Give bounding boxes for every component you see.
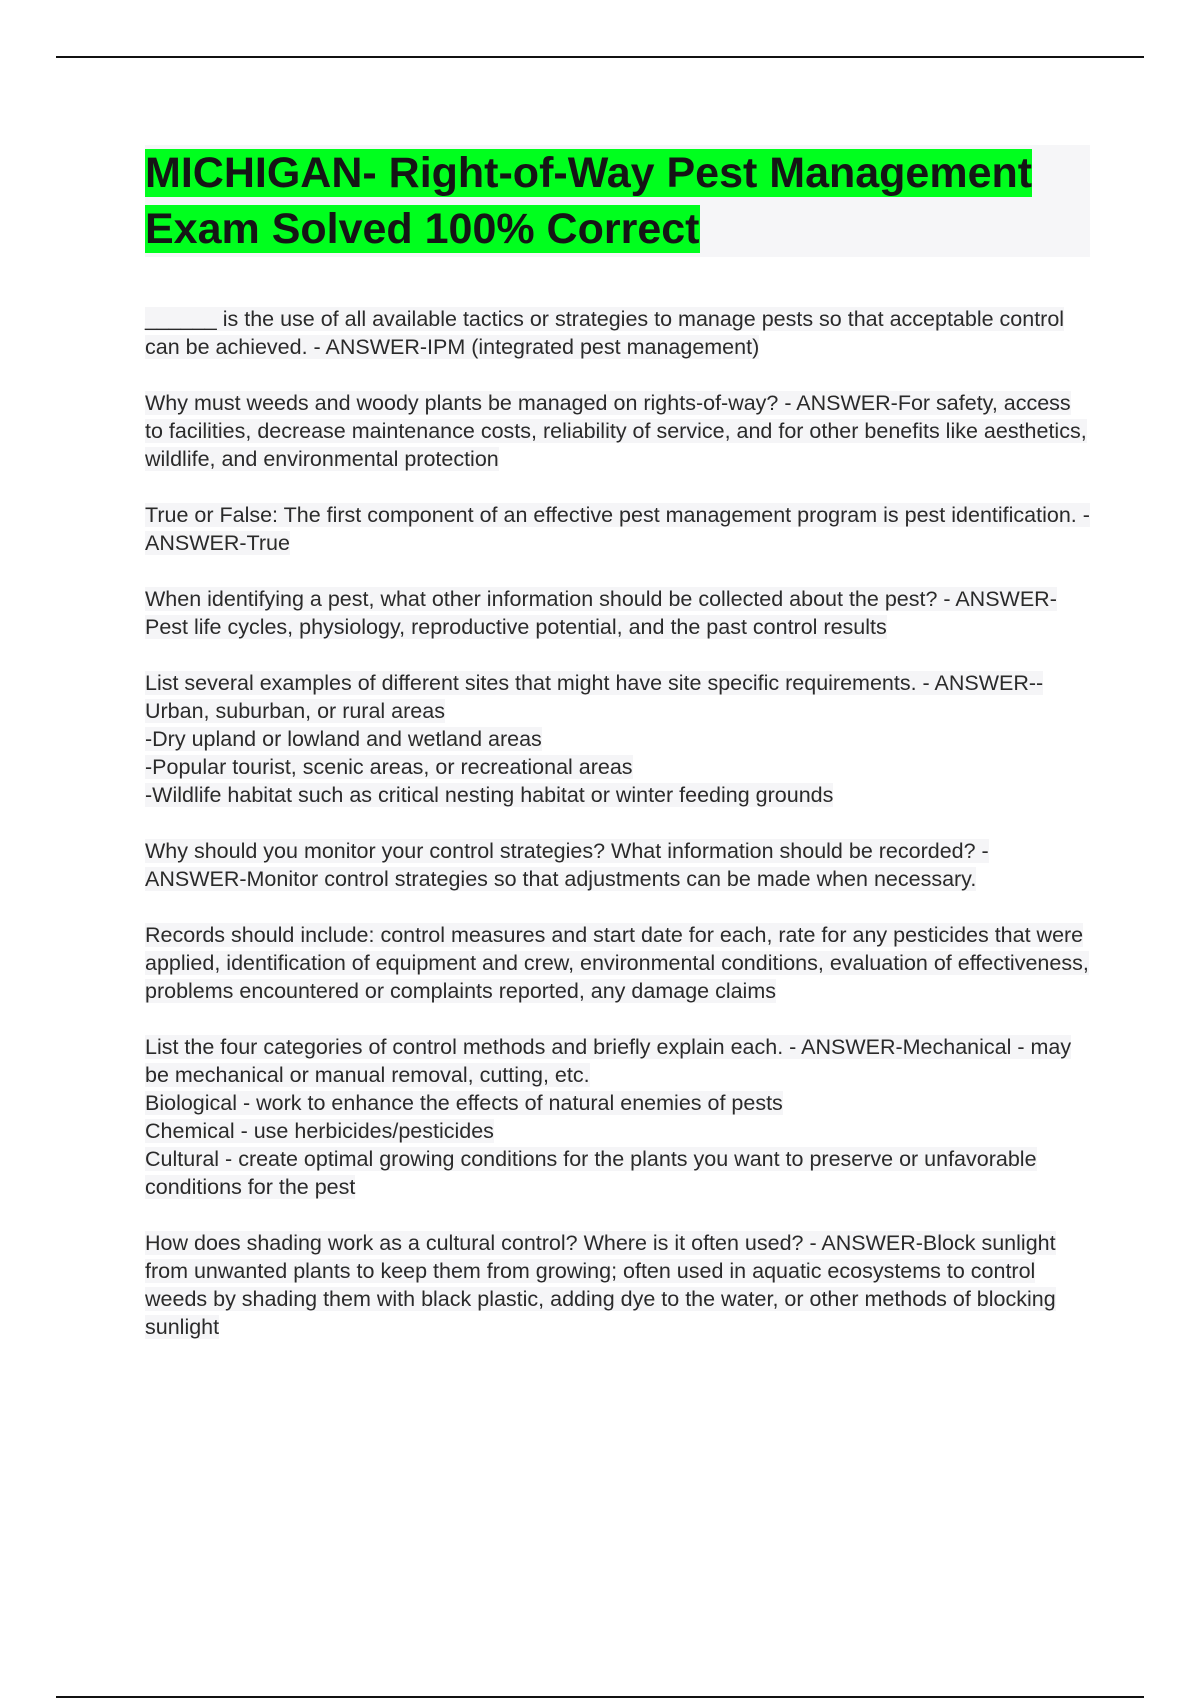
bottom-rule bbox=[56, 1696, 1144, 1698]
qa-entry-3-text: True or False: The first component of an effective pest management program is pest identification. - ANSWER-True bbox=[145, 503, 1090, 555]
qa-entry-9 bbox=[145, 1229, 1090, 1341]
qa-entry-5 bbox=[145, 669, 1090, 809]
qa-entry-6-text: Why should you monitor your control strategies? What information should be recorded? - ANSWER-Monitor control strategies so that adjustments can be made when necessary. bbox=[145, 839, 989, 891]
qa-entry-6 bbox=[145, 837, 1090, 893]
qa-entry-2-text: Why must weeds and woody plants be managed on rights-of-way? - ANSWER-For safety, access to facilities, decrease maintenance costs, reliability of service, and for other benefits like aesthetics, wildlife, and environmental protection bbox=[145, 391, 1087, 471]
qa-entry-7 bbox=[145, 921, 1090, 1005]
qa-entry-4 bbox=[145, 585, 1090, 641]
qa-entry-1-text: ______ is the use of all available tactics or strategies to manage pests so that acceptable control can be achieved. - ANSWER-IPM (integrated pest management) bbox=[145, 307, 1065, 359]
qa-entry-5-text: List several examples of different sites that might have site specific requirements. - ANSWER--Urban, suburban, or rural areas -Dry upland or lowland and wetland areas -Popular tourist, scenic areas, or recreational areas -Wildlife habitat such as critical nesting habitat or winter feeding grounds bbox=[145, 671, 1044, 807]
top-rule bbox=[56, 56, 1144, 58]
qa-entry-8-text: List the four categories of control methods and briefly explain each. - ANSWER-Mechanical - may be mechanical or manual removal, cutting, etc. Biological - work to enhance the effects of natural enemies of pests Chemical - use herbicides/pesticides Cultural - create optimal growing conditions for the plants you want to preserve or unfavorable conditions for the pest bbox=[145, 1035, 1072, 1199]
qa-entry-1 bbox=[145, 305, 1090, 361]
qa-entry-7-text: Records should include: control measures and start date for each, rate for any pesticides that were applied, identification of equipment and crew, environmental conditions, evaluation of effectiveness, problems encountered or complaints reported, any damage claims bbox=[145, 923, 1089, 1003]
qa-entry-4-text: When identifying a pest, what other information should be collected about the pest? - ANSWER-Pest life cycles, physiology, reproductive potential, and the past control results bbox=[145, 587, 1057, 639]
document-body bbox=[145, 145, 1090, 1369]
document-title bbox=[145, 145, 1090, 257]
document-title-text: MICHIGAN- Right-of-Way Pest Management Exam Solved 100% Correct bbox=[145, 149, 1033, 253]
qa-entry-2 bbox=[145, 389, 1090, 473]
qa-entry-9-text: How does shading work as a cultural control? Where is it often used? - ANSWER-Block sunlight from unwanted plants to keep them from growing; often used in aquatic ecosystems to control weeds by shading them with black plastic, adding dye to the water, or other methods of blocking sunlight bbox=[145, 1231, 1056, 1339]
qa-entry-8 bbox=[145, 1033, 1090, 1201]
qa-entry-3 bbox=[145, 501, 1090, 557]
title-block bbox=[145, 145, 1090, 257]
